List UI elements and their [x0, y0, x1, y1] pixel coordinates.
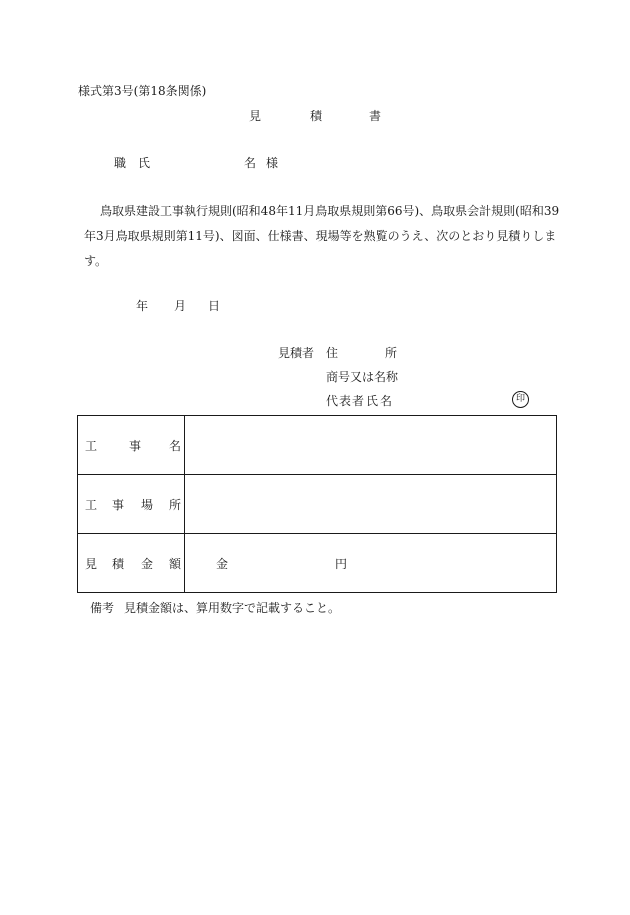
construction-site-value[interactable]	[185, 475, 557, 534]
rep-char-2: 表	[339, 394, 352, 408]
remarks-label: 備考	[90, 601, 115, 615]
rep-char-5: 名	[380, 394, 393, 408]
amount-prefix: 金	[216, 557, 229, 571]
label-char: 場	[141, 498, 154, 512]
estimate-amount-label	[78, 534, 185, 593]
addressee-sama: 様	[266, 156, 279, 170]
body-line-3: す。	[84, 254, 108, 268]
trade-name-label: 商号又は名称	[326, 370, 399, 384]
label-char: 工	[85, 498, 98, 512]
date-day: 日	[208, 299, 221, 313]
addressee-shi: 氏	[138, 156, 151, 170]
title-char-1: 見	[249, 109, 262, 123]
label-char: 名	[169, 439, 182, 453]
construction-name-label	[78, 416, 185, 475]
rep-char-3: 者	[352, 394, 365, 408]
rep-char-1: 代	[326, 394, 339, 408]
label-char: 所	[169, 498, 182, 512]
address-label-char-2: 所	[385, 346, 398, 360]
table-row	[78, 534, 557, 593]
title-char-2: 積	[310, 109, 323, 123]
label-char: 額	[169, 557, 182, 571]
remarks	[90, 601, 341, 615]
construction-site-label	[78, 475, 185, 534]
addressee-shoku: 職	[114, 156, 127, 170]
seal-mark: 印	[512, 391, 529, 408]
label-char: 金	[141, 557, 154, 571]
addressee-mei: 名	[244, 156, 257, 170]
table-row	[78, 475, 557, 534]
date-month: 月	[174, 299, 187, 313]
amount-suffix-yen: 円	[335, 557, 348, 571]
title-char-3: 書	[369, 109, 382, 123]
table-row	[78, 416, 557, 475]
estimate-amount-value[interactable]	[185, 534, 557, 593]
remarks-text: 見積金額は、算用数字で記載すること。	[124, 601, 341, 615]
body-line-2: 年3月鳥取県規則第11号)、図面、仕様書、現場等を熟覧のうえ、次のとおり見積りしま	[84, 229, 557, 243]
address-label-char-1: 住	[326, 346, 339, 360]
label-char: 積	[112, 557, 125, 571]
estimate-table	[77, 415, 557, 593]
estimator-label: 見積者	[278, 346, 315, 360]
date-year: 年	[136, 299, 149, 313]
label-char: 事	[112, 498, 125, 512]
label-char: 事	[129, 439, 142, 453]
label-char: 工	[85, 439, 98, 453]
rep-char-4: 氏	[366, 394, 379, 408]
construction-name-value[interactable]	[185, 416, 557, 475]
label-char: 見	[85, 557, 98, 571]
body-line-1: 鳥取県建設工事執行規則(昭和48年11月鳥取県規則第66号)、鳥取県会計規則(昭和39	[100, 204, 560, 218]
form-number: 様式第3号(第18条関係)	[78, 84, 207, 98]
